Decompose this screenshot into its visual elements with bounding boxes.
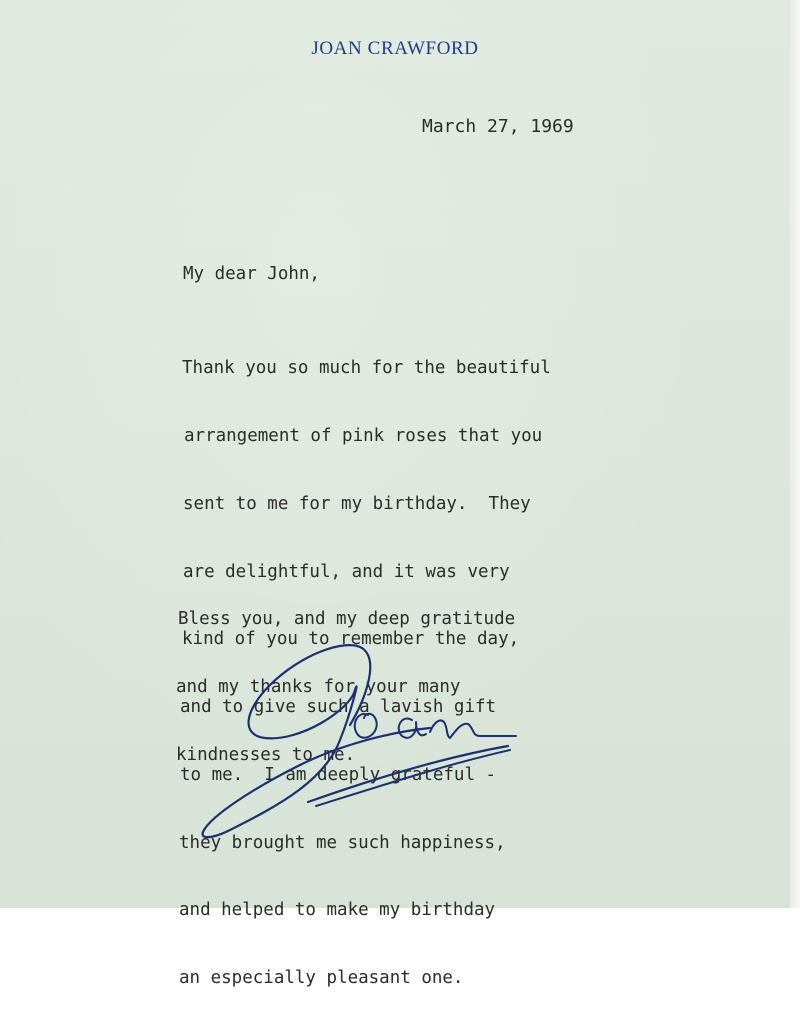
body-line: and to give such a lavish gift [180, 697, 497, 718]
closing-line: and my thanks for your many [176, 676, 461, 697]
letterhead: JOAN CRAWFORD [311, 38, 479, 59]
body-line: an especially pleasant one. [179, 968, 464, 989]
show-through-watermark [180, 62, 570, 102]
body-line: to me. I am deeply grateful - [180, 764, 497, 785]
body-line: arrangement of pink roses that you [184, 425, 543, 446]
page-edge [790, 0, 800, 908]
body-line: are delightful, and it was very [183, 561, 510, 582]
handwritten-signature [190, 640, 530, 850]
body-line: sent to me for my birthday. They [183, 493, 531, 514]
body-line: and helped to make my birthday [179, 900, 496, 921]
closing-line: Bless you, and my deep gratitude [178, 609, 516, 630]
closing-line: kindnesses to me. [176, 744, 356, 765]
salutation: My dear John, [183, 264, 320, 284]
body-line: they brought me such happiness, [179, 832, 506, 853]
letter-date: March 27, 1969 [422, 116, 574, 137]
body-line: Thank you so much for the beautiful [182, 358, 551, 379]
body-line: kind of you to remember the day, [182, 629, 520, 650]
